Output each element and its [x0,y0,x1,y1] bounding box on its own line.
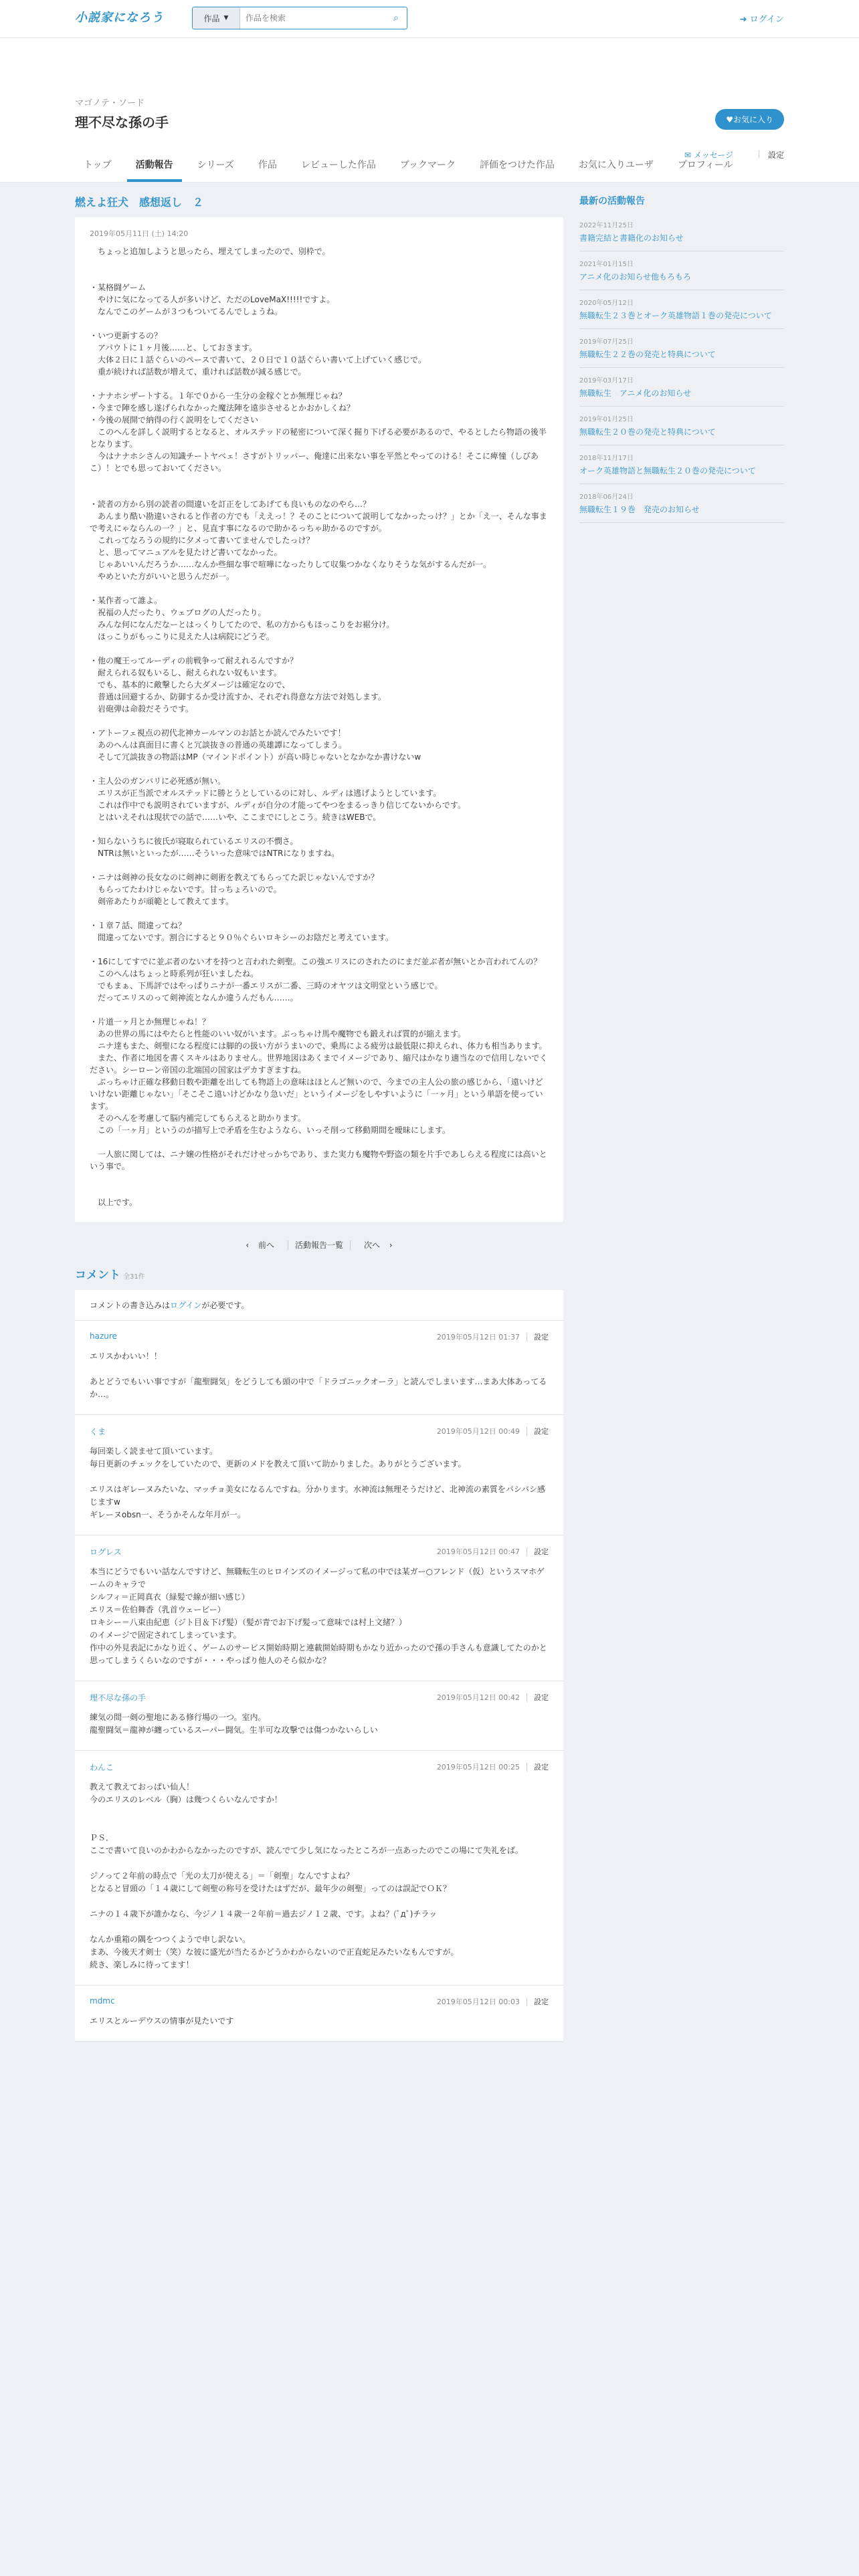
comment-text: 教えて教えておっぱい仙人！ 今のエリスのレベル（胸）は幾つくらいなんですか！ ＰＳ． ここで書いて良いのかわからなかったのですが、読んでて少し気になったところが一点あったのでこの場にて失礼をば。 ジノって２年前の時点で「光の太刀が使える」＝「剣聖」なんですよね？ となると冒頭の「１４歳にして剣聖の称号を受けたはずだが、最年少の剣聖」ってのは誤記でＯＫ？ ニナの１４歳下が誰かなら、今ジノ１４歳一２年前＝過去ジノ１２歳、です。よね？(ﾟдﾟ)チラッ なんか重箱の隅をつつくようで申し訳ない。 まあ、今後天才剣士（笑）な彼に盛光が当たるかどうかわからないので正直蛇足みたいなもんですが。 続き、楽しみに待ってます！ [90,1782,523,1969]
comment-date: 2019年05月12日 00:42 [436,1693,520,1702]
user-profile-header [0,38,859,183]
news-link[interactable]: オーク英雄物語と無職転生２０巻の発売について [579,466,756,475]
login-link[interactable] [740,12,784,25]
next-link[interactable]: 次へ › [351,1239,399,1251]
site-header [0,0,859,38]
news-link[interactable]: 書籍完結と書籍化のお知らせ [579,233,684,243]
heart-icon: ♥ [726,115,733,124]
activity-list-link[interactable]: 活動報告一覧 [294,1241,343,1250]
news-item [579,411,784,445]
user-subtitle: マゴノテ・ソード [75,98,145,108]
sidebar-heading: 最新の活動報告 [579,196,645,207]
site-logo[interactable]: 小説家になろう [75,11,164,25]
search-category-value: 作品 [203,13,220,23]
post-date: 2019年05月11日 (土) 14:20 [90,229,189,238]
profile-tabs [75,151,749,182]
comment-login-link[interactable]: ログイン [170,1301,202,1310]
tab-bookmarks[interactable]: ブックマーク [399,160,456,171]
news-item [579,488,784,523]
comment-item [75,1535,563,1681]
comment-item [75,1415,563,1535]
comment-settings-link[interactable]: 設定 [527,1427,549,1436]
comment-user[interactable]: ログレス [90,1547,122,1557]
search-icon[interactable]: ⌕ [393,13,399,23]
tab-ratings[interactable]: 評価をつけた作品 [479,160,555,171]
news-date: 2021年01月15日 [579,261,634,268]
note-text: が必要です。 [201,1301,250,1310]
comment-user[interactable]: mdmc [90,1996,115,2006]
tab-top[interactable]: トップ [84,160,112,171]
comment-login-note [75,1290,563,1321]
news-date: 2020年05月12日 [579,300,634,307]
comment-item [75,1321,563,1415]
main-content [75,194,563,2042]
news-date: 2022年11月25日 [579,222,634,229]
comment-date: 2019年05月12日 01:37 [436,1333,520,1341]
news-item [579,372,784,407]
post-card [75,217,563,1222]
comment-settings-link[interactable]: 設定 [527,1547,549,1556]
message-label: メッセージ [693,150,733,160]
next-label: 次へ [364,1241,381,1250]
comment-text: 毎回楽しく読ませて頂いています。 毎日更新のチェックをしていたので、更新のメドを教えて頂いて助かりました。ありがとうございます。 エリスはギレーヌみたいな、マッチョ美女になるんですね。分かります。水神流は無理そうだけど、北神流の素質をバシバシ感じますw ギレーヌobsn一、そうかそんな年月が一。 [90,1446,546,1519]
prev-link[interactable]: ‹ 前へ [239,1239,288,1251]
tab-profile[interactable]: プロフィール [677,160,733,171]
comment-item [75,1985,563,2042]
post-body: ちょっと追加しようと思ったら、埋えてしまったので、別枠で。 ・某格闘ゲーム やけに気になってる人が多いけど、ただのLoveMaX!!!!!ですよ。 なんでこのゲームが３つもついてるんでしょうね。 ・いつ更新するの？ アパウトに１ヶ月後……と、しておきます。 大体２日に１話ぐらいのペースで書いて、２０日で１０話ぐらい書いて上げていく感じで。 重が続ければ話数が増えて、重ければ話数が減る感じで。 ・ナナホシザートする。１年で０から一生分の金稼ぐとか無理じゃね？ ・今まで陣を感し遂げられなかった魔法陣を遠歩させるとかおかしくね？ ・今後の展開で納得の行く説明をしてください このへんを詳しく説明するとなると、オルステッドの秘密について深く掘り下げる必要があるので、やるとしたら物語の後半となります。 今はナナホシさんの知識チートヤベェ！さすがトリッパー、俺達に出来ない事を平然とやってのける！そこに痺憧（しびあこ）！とでも思っておいてください。 ・読者の方から別の読者の間違いを訂正をしてあげても良いものなのやら…？ あんまり酷い勘違いされると作者の方でも「ええっ！？そのことについて説明してなかったっけ？」とか「え一、そんな事まで考えにゃならんの一？」と、見直す事になるので助かるっちゃ助かるのですが。 これってなろうの規約に夕メって書いてませんでしたっけ？ と、思ってマニュアルを見たけど書いてなかった。 じゃあいいんだろうか……なんか些細な事で喧嘩になったりして収集つかなくなりそうな気がするんだが一。 やめといた方がいいと思うんだが一。 ・某作者って誰よ。 祝福の人だったり、ウェブログの人だったり。 みんな何になんだなーとはっくりしてたので、私の方からもほっこりをお裾分け。 ほっこりがもっこりに見えた人は病院にどうぞ。 ・他の魔王ってルーディの前戦争って耐えれるんですか？ 耐えられる奴もいるし、耐えられない奴もいます。 でも、基本的に敵撃したら大ダメージは確定なので、 普通は回避するか、防御するか受け流すか、それぞれ得意な方法で対処します。 岩砲弾は命殺だそうです。 ・アトーフェ視点の初代北神カールマンのお話とか読んでみたいです！ あのへんは真面目に書くと冗談抜きの普通の英雄譚になってしまう。 そして冗談抜きの物語はMP（マインドポイント）が高い時じゃないとなかなか書けないw ・主人公のガンバリに必死感が無い。 エリスが正当派でオルステッドに勝とうとしているのに対し、ルディは逃げようとしています。 これは作中でも説明されていますが、ルディが自分の才能ってやつをまるっきり信じてないからです。 とはいえそれは現状での話で……いや、ここまでにしとこう。続きはWEBで。 ・知らないうちに彼氏が寝取られているエリスの不憫さ。 NTRは無いといったが……そういった意味ではNTRになりますね。 ・ニナは剣神の長女なのに剣神に剣術を教えてもらってた訳じゃないんですか？ もらってたわけじゃないです。甘っちょろいので。 剣帝あたりが頑範として教えてます。 ・１章７話、間違ってね？ 間違ってないです。割合にすると９０％ぐらいロキシーのお陰だと考えています。 ・16にしてすでに並ぶ者のない才を持つと言われた剣聖。この強エリスにのされたのにまだ並ぶ者が無いとか言われてんの？ このへんはちょっと時系列が狂いましたね。 でもまぁ、下馬評ではやっぱりニナが一番エリスが二番、三時のオヤツは文明堂という感じで。 だってエリスのって剣神流となんか違うんだもん……。 ・片道一ヶ月とか無理じゃね！？ あの世界の馬にはやたらと性能のいい奴がいます。ぶっちゃけ馬や魔物でも鍛えれば質的が縮えます。 ニナ達もまた、剣聖になる程度には脚的の扱い方がうまいので、乗馬による疲労は最低限に抑えられ、体力も相当あります。 また、作者に地図を書くスキルはありません。世界地図はあくまでイメージであり、縮尺はかなり適当なので信用しないでください。シーローン帝国の北端国の国家はデカすぎますね。 ぶっちゃけ正確な移動日数や距離を出しても物語上の意味はほとんど無いので、今までの主人公の旅の感じから、「遠いけどいけない距離じゃない」「そこそこ遠いけどかなり急いだ」というイメージをしやすいように「一ヶ月」という単語を使っています。 そのへんを考慮して脳内補完してもらえると助かります。 この「一ヶ月」というのが描写上で矛盾を生むようなら、いっそ削って移動期間を曖昧にします。 一人旅に関しては、ニナ嬢の性格がそれだけせっかちであり、また実力も魔物や野盗の類を片手であしらえる程度には高いという事で。 以上です。 [90,247,548,1207]
news-item [579,217,784,251]
comment-text: 本当にどうでもいい話なんですけど、無職転生のヒロインズのイメージって私の中では某ガー○フレンド（仮）というスマホゲームのキャラで シルフィ＝正岡真衣（緑髪で線が細い感じ） エリス＝佐伯舞香（乳首ウェービー） ロキシー＝八束由紀恵（ジト目＆下げ髪）（髪が青でお下げ髪って意味では村上文緒？） のイメージで固定されてしまっています。 作中の外見表記にかなり近く、ゲームのサービス開始時期と連載開始時期もかなり近かったので孫の手さんも意識してたのかと思ってしまうくらいなのですが・・・やっぱり他人のそら似かな？ [90,1567,547,1665]
comment-settings-link[interactable]: 設定 [527,1763,549,1772]
news-date: 2019年07月25日 [579,338,634,346]
news-date: 2019年01月25日 [579,416,634,423]
comment-item [75,1751,563,1985]
favorite-button[interactable] [715,109,784,130]
sidebar [579,194,784,527]
comment-user[interactable]: くま [90,1427,106,1436]
comments-count: 全31件 [123,1273,145,1281]
tab-reviews[interactable]: レビューした作品 [300,160,376,171]
user-name: 理不尽な孫の手 [75,114,169,130]
tab-activity[interactable]: 活動報告 [127,151,182,182]
news-link[interactable]: 無職転生２０巻の発売と特典について [579,427,716,437]
news-date: 2019年03月17日 [579,377,634,385]
news-date: 2018年11月17日 [579,455,634,462]
favorite-label: お気に入り [733,115,773,124]
comment-list [75,1321,563,2042]
comment-text: 練気の間一剣の聖地にある修行場の一つ。室内。 龍聖闘気＝龍神が纏っているスーパー闘気。生半可な攻撃では傷つかないらしい [90,1713,378,1735]
comment-user[interactable]: hazure [90,1331,117,1341]
news-link[interactable]: 無職転生２３巻とオーク英雄物語１巻の発売について [579,311,772,320]
news-date: 2018年06月24日 [579,494,634,501]
news-link[interactable]: 無職転生 アニメ化のお知らせ [579,389,692,398]
search-bar [192,7,407,29]
mail-icon: ✉ [684,150,694,160]
settings-link[interactable]: 設定 [767,150,784,160]
news-item [579,255,784,290]
comment-text: エリスとルーデウスの情事が見たいです [90,2016,234,2026]
chevron-down-icon: ▼ [223,15,229,21]
comment-item [75,1681,563,1751]
comments-title: コメント [75,1269,120,1282]
search-input[interactable] [240,7,385,29]
news-item [579,294,784,329]
tab-works[interactable]: 作品 [258,160,277,171]
news-link[interactable]: 無職転生２２巻の発売と特典について [579,350,716,359]
news-item [579,333,784,368]
comment-date: 2019年05月12日 00:25 [436,1763,520,1772]
comment-user[interactable]: 理不尽な孫の手 [90,1693,147,1703]
post-pager [75,1239,563,1251]
note-text: コメントの書き込みは [90,1301,171,1310]
tab-favorite-users[interactable]: お気に入りユーザ [578,160,654,171]
news-link[interactable]: 無職転生１９巻 発売のお知らせ [579,505,700,514]
comment-date: 2019年05月12日 00:03 [436,1998,520,2006]
comment-text: エリスかわいい！！ あとどうでもいい事ですが「龍聖闘気」をどうしても頭の中で「ドラゴニックオーラ」と読んでしまいます…まあ大体あってるか…。 [90,1352,547,1399]
login-label: ログイン [749,15,784,25]
prev-label: 前へ [258,1241,274,1250]
comments-heading [75,1265,563,1282]
search-category-select[interactable] [193,7,240,29]
comment-date: 2019年05月12日 00:49 [436,1427,520,1436]
comment-settings-link[interactable]: 設定 [527,1998,549,2006]
comment-settings-link[interactable]: 設定 [527,1693,549,1702]
tab-series[interactable]: シリーズ [197,160,234,171]
news-item [579,449,784,484]
post-title: 燃えよ狂犬 感想返し ２ [75,196,204,209]
login-icon: ➜ [739,15,750,25]
comment-user[interactable]: わんこ [90,1763,114,1772]
comment-settings-link[interactable]: 設定 [527,1333,549,1341]
news-link[interactable]: アニメ化のお知らせ他もろもろ [579,272,692,282]
comment-date: 2019年05月12日 00:47 [436,1547,520,1556]
